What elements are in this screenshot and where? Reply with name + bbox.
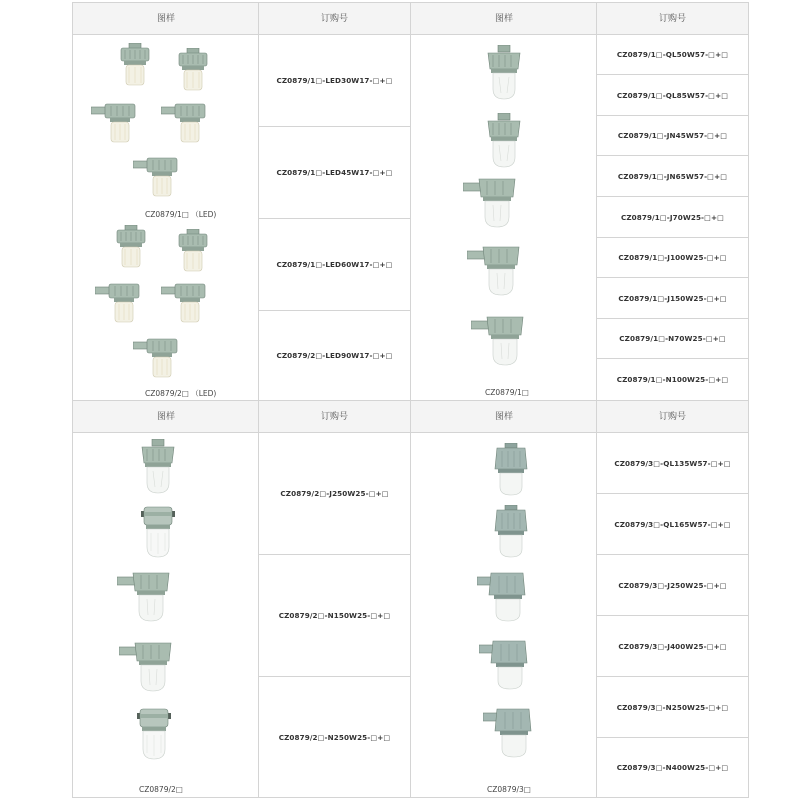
order-code: CZ0879/2□-N150W25-□+□ [259, 555, 410, 677]
led-angled-lamp-image [133, 336, 179, 380]
header-order-no: 订购号 [597, 401, 748, 433]
order-code: CZ0879/1□-N70W25-□+□ [597, 319, 748, 359]
header-image: 图样 [73, 3, 259, 35]
barrel-wall-lamp-image [477, 571, 527, 623]
panel-series-1 [410, 2, 749, 401]
panel-series-3 [410, 400, 749, 798]
order-code: CZ0879/1□-JN65W57-□+□ [597, 156, 748, 197]
order-code: CZ0879/1□-J70W25-□+□ [597, 197, 748, 238]
barrel-lamp-image [489, 505, 533, 559]
caption-series-2: CZ0879/2□ [139, 785, 183, 794]
header-order-no: 订购号 [597, 3, 748, 35]
header-image: 图样 [411, 401, 597, 433]
header-image: 图样 [411, 3, 597, 35]
order-code: CZ0879/3□-J400W25-□+□ [597, 616, 748, 677]
led-pendant-lamp-image [111, 225, 151, 269]
order-code: CZ0879/2□-J250W25-□+□ [259, 433, 410, 555]
dome-pendant-lamp-image [481, 113, 527, 169]
led-wall-lamp-image [95, 281, 141, 325]
led-angled-lamp-image [133, 155, 179, 199]
caption-series-2-led: CZ0879/2□ （LED) [145, 389, 217, 398]
order-code: CZ0879/2□-N250W25-□+□ [278, 732, 391, 742]
round-wall-lamp-image [131, 707, 177, 761]
caption-series-1-led: CZ0879/1□ （LED) [145, 210, 217, 219]
led-wall-lamp-image [161, 281, 207, 325]
order-code: CZ0879/1□-QL50W57-□+□ [597, 35, 748, 75]
order-code: CZ0879/1□-N100W25-□+□ [616, 375, 729, 384]
caption-series-3: CZ0879/3□ [487, 785, 531, 794]
dome-angled-lamp-image [119, 639, 173, 695]
dome-pendant-lamp-image [135, 439, 181, 495]
order-code: CZ0879/3□-QL165W57-□+□ [597, 494, 748, 555]
led-pendant-lamp-image [173, 48, 213, 92]
order-code: CZ0879/3□-N400W25-□+□ [616, 763, 729, 772]
header-order-no: 订购号 [259, 3, 410, 35]
barrel-lamp-image [489, 443, 533, 497]
order-code: CZ0879/1□-LED60W17-□+□ [259, 219, 410, 311]
led-wall-lamp-image [91, 101, 137, 145]
order-code: CZ0879/1□-LED30W17-□+□ [259, 35, 410, 127]
order-code: CZ0879/3□-QL135W57-□+□ [597, 433, 748, 494]
header-order-no: 订购号 [259, 401, 410, 433]
led-pendant-lamp-image [173, 229, 213, 273]
led-wall-lamp-image [161, 101, 207, 145]
order-code: CZ0879/1□-LED45W17-□+□ [259, 127, 410, 219]
dome-pendant-lamp-image [481, 45, 527, 101]
header-image: 图样 [73, 401, 259, 433]
order-code: CZ0879/1□-J150W25-□+□ [597, 278, 748, 319]
dome-wall-lamp-image [463, 175, 517, 231]
barrel-angled-lamp-image [479, 639, 529, 691]
order-code: CZ0879/1□-QL85W57-□+□ [597, 75, 748, 116]
barrel-wall-lamp-image [483, 707, 533, 759]
order-code: CZ0879/1□-JN45W57-□+□ [597, 116, 748, 156]
dome-wall-lamp-image [471, 313, 525, 369]
order-code: CZ0879/3□-N250W25-□+□ [597, 677, 748, 738]
dome-angled-lamp-image [467, 243, 521, 299]
led-pendant-lamp-image [115, 43, 155, 87]
order-code: CZ0879/1□-J100W25-□+□ [597, 238, 748, 278]
panel-series-2 [72, 400, 411, 798]
round-lamp-image [135, 505, 181, 559]
panel-led-series [72, 2, 411, 401]
caption-series-1: CZ0879/1□ [485, 388, 529, 397]
dome-wall-lamp-image [117, 569, 171, 625]
order-code: CZ0879/2□-LED90W17-□+□ [276, 351, 393, 360]
order-code: CZ0879/3□-J250W25-□+□ [597, 555, 748, 616]
